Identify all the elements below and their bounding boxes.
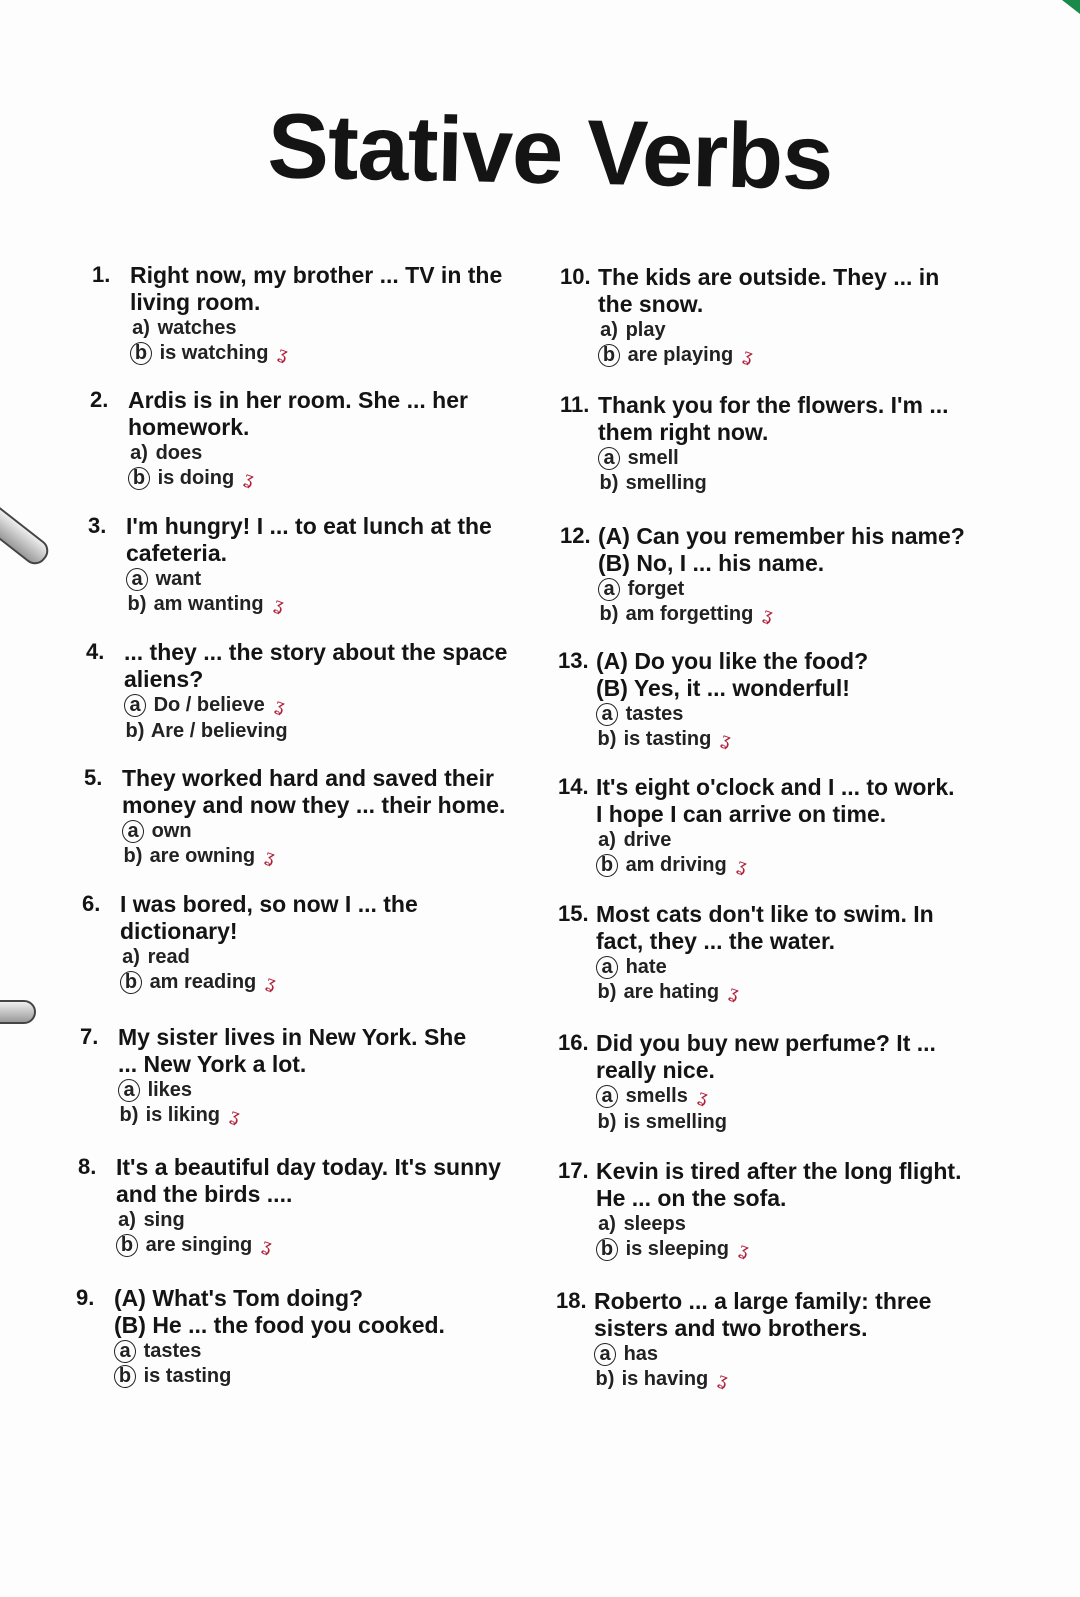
answer-option[interactable] xyxy=(126,567,528,592)
option-text: is doing xyxy=(157,467,235,489)
circled-option-letter: b xyxy=(596,854,618,877)
option-letter: b) xyxy=(595,1368,615,1390)
handwritten-check-mark: ʓ xyxy=(694,1086,711,1109)
answer-option[interactable] xyxy=(596,1084,998,1110)
option-letter: a) xyxy=(122,946,140,968)
question-text: and the birds .... xyxy=(116,1181,293,1207)
option-text: want xyxy=(155,568,202,590)
question-text: dictionary! xyxy=(120,918,238,944)
option-text: tastes xyxy=(143,1340,202,1362)
option-text: sing xyxy=(143,1209,185,1231)
answer-option[interactable] xyxy=(598,343,1000,369)
question-item xyxy=(558,648,998,753)
question-text: living room. xyxy=(130,289,261,315)
answer-option[interactable] xyxy=(114,1364,516,1389)
question-text: (A) Do you like the food? xyxy=(596,648,869,674)
option-text: does xyxy=(155,442,203,464)
option-text: is smelling xyxy=(623,1111,727,1133)
question-item xyxy=(558,1158,998,1263)
question-number: 2. xyxy=(90,387,109,412)
option-letter: a) xyxy=(132,317,150,339)
answer-option[interactable] xyxy=(128,441,530,466)
question-item xyxy=(90,387,530,492)
question-item xyxy=(82,891,522,996)
question-text: (B) Yes, it ... wonderful! xyxy=(596,675,850,701)
option-letter: b) xyxy=(127,593,147,615)
question-number: 14. xyxy=(558,774,589,799)
question-item xyxy=(560,523,1000,628)
option-text: am wanting xyxy=(153,593,264,615)
answer-option[interactable] xyxy=(596,1110,998,1135)
question-text: really nice. xyxy=(596,1057,715,1083)
option-text: are hating xyxy=(623,981,720,1003)
question-number: 3. xyxy=(88,513,107,538)
option-letter: a) xyxy=(130,442,148,464)
circled-option-letter: a xyxy=(124,694,146,717)
question-number: 17. xyxy=(558,1158,589,1183)
question-text: They worked hard and saved their xyxy=(122,765,494,791)
question-text: (A) Can you remember his name? xyxy=(598,523,965,549)
answer-option[interactable] xyxy=(124,693,526,719)
question-item xyxy=(558,1030,998,1135)
circled-option-letter: a xyxy=(126,568,148,591)
option-text: am driving xyxy=(625,854,727,876)
question-item xyxy=(78,1154,518,1259)
handwritten-check-mark: ʓ xyxy=(718,729,735,752)
option-text: are playing xyxy=(627,344,734,366)
circled-option-letter: a xyxy=(122,820,144,843)
answer-option[interactable] xyxy=(596,727,998,753)
circled-option-letter: a xyxy=(118,1079,140,1102)
option-text: Do / believe xyxy=(153,694,265,716)
handwritten-check-mark: ʓ xyxy=(227,1105,243,1128)
handwritten-check-mark: ʓ xyxy=(760,604,777,627)
circled-option-letter: a xyxy=(114,1340,136,1363)
question-number: 1. xyxy=(92,262,111,287)
option-text: is liking xyxy=(145,1104,221,1126)
option-text: drive xyxy=(623,829,672,851)
answer-option[interactable] xyxy=(116,1208,518,1233)
question-number: 4. xyxy=(86,639,105,664)
answer-option[interactable] xyxy=(598,602,1000,628)
question-text: Roberto ... a large family: three xyxy=(594,1288,932,1314)
question-text: It's eight o'clock and I ... to work. xyxy=(596,774,955,800)
option-text: smelling xyxy=(625,472,707,494)
question-text: I hope I can arrive on time. xyxy=(596,801,887,827)
option-text: hate xyxy=(625,956,667,978)
handwritten-check-mark: ʓ xyxy=(735,1239,752,1262)
answer-option[interactable] xyxy=(596,828,998,853)
option-letter: b) xyxy=(599,603,619,625)
circled-option-letter: a xyxy=(596,1085,618,1108)
question-item xyxy=(560,264,1000,369)
answer-option[interactable] xyxy=(596,955,998,980)
question-item xyxy=(80,1024,520,1129)
answer-option[interactable] xyxy=(596,1237,998,1263)
question-text: Thank you for the flowers. I'm ... xyxy=(598,392,949,418)
question-item xyxy=(92,262,532,367)
option-text: am forgetting xyxy=(625,603,754,625)
question-text: fact, they ... the water. xyxy=(596,928,836,954)
handwritten-check-mark: ʓ xyxy=(715,1369,732,1392)
answer-option[interactable] xyxy=(126,592,528,618)
question-text: Ardis is in her room. She ... her xyxy=(128,387,468,413)
answer-option[interactable] xyxy=(116,1233,518,1259)
question-text: (B) No, I ... his name. xyxy=(598,550,825,576)
question-text: cafeteria. xyxy=(126,540,228,566)
question-number: 18. xyxy=(556,1288,587,1313)
answer-option[interactable] xyxy=(596,980,998,1006)
question-text: The kids are outside. They ... in xyxy=(598,264,940,290)
question-number: 10. xyxy=(560,264,591,289)
question-text: the snow. xyxy=(598,291,704,317)
question-item xyxy=(88,513,528,618)
answer-option[interactable] xyxy=(596,702,998,727)
option-text: is tasting xyxy=(623,728,712,750)
question-number: 16. xyxy=(558,1030,589,1055)
handwritten-check-mark: ʓ xyxy=(263,972,280,995)
question-text: It's a beautiful day today. It's sunny xyxy=(116,1154,501,1180)
handwritten-check-mark: ʓ xyxy=(740,345,757,368)
green-corner-decoration xyxy=(1062,0,1080,14)
handwritten-check-mark: ʓ xyxy=(241,468,258,491)
answer-option[interactable] xyxy=(130,316,532,341)
answer-option[interactable] xyxy=(596,1212,998,1237)
question-text: Right now, my brother ... TV in the xyxy=(130,262,503,288)
question-text: ... New York a lot. xyxy=(118,1051,307,1077)
question-text: (B) He ... the food you cooked. xyxy=(114,1312,445,1338)
handwritten-check-mark: ʓ xyxy=(733,855,750,878)
option-letter: b) xyxy=(597,981,617,1003)
option-text: has xyxy=(623,1343,659,1365)
option-text: is watching xyxy=(159,342,269,364)
binder-ring xyxy=(0,1000,36,1024)
question-text: Did you buy new perfume? It ... xyxy=(596,1030,936,1056)
option-text: tastes xyxy=(625,703,684,725)
answer-option[interactable] xyxy=(120,970,522,996)
option-text: play xyxy=(625,319,666,341)
option-text: smell xyxy=(627,447,679,469)
question-number: 12. xyxy=(560,523,591,548)
option-text: are singing xyxy=(145,1234,253,1256)
circled-option-letter: a xyxy=(596,703,618,726)
option-letter: a) xyxy=(598,829,616,851)
question-text: aliens? xyxy=(124,666,204,692)
question-number: 7. xyxy=(80,1024,99,1049)
option-text: forget xyxy=(627,578,685,600)
option-text: own xyxy=(151,820,192,842)
question-item xyxy=(558,901,998,1006)
question-text: ... they ... the story about the space xyxy=(124,639,508,665)
question-text: Most cats don't like to swim. In xyxy=(596,901,934,927)
binder-ring xyxy=(0,497,53,569)
answer-option[interactable] xyxy=(594,1367,996,1393)
question-item xyxy=(560,392,1000,496)
question-text: He ... on the sofa. xyxy=(596,1185,787,1211)
option-text: Are / believing xyxy=(150,720,288,742)
option-text: is sleeping xyxy=(625,1238,729,1260)
answer-option[interactable] xyxy=(128,466,530,492)
option-letter: b) xyxy=(597,1111,617,1133)
question-text: them right now. xyxy=(598,419,769,445)
question-number: 11. xyxy=(560,392,590,417)
option-text: sleeps xyxy=(623,1213,686,1235)
answer-option[interactable] xyxy=(122,844,524,870)
option-letter: a) xyxy=(118,1209,136,1231)
circled-option-letter: b xyxy=(120,971,142,994)
option-letter: b) xyxy=(125,720,145,742)
circled-option-letter: b xyxy=(128,467,150,490)
answer-option[interactable] xyxy=(598,577,1000,602)
question-item xyxy=(558,774,998,879)
answer-option[interactable] xyxy=(122,819,524,844)
question-text: Kevin is tired after the long flight. xyxy=(596,1158,962,1184)
circled-option-letter: b xyxy=(114,1365,136,1388)
option-letter: b) xyxy=(119,1104,139,1126)
option-text: read xyxy=(147,946,190,968)
circled-option-letter: b xyxy=(116,1234,138,1257)
question-text: I was bored, so now I ... the xyxy=(120,891,418,917)
circled-option-letter: b xyxy=(596,1238,618,1261)
answer-option[interactable] xyxy=(118,1078,520,1103)
answer-option[interactable] xyxy=(118,1103,520,1129)
circled-option-letter: b xyxy=(598,344,620,367)
question-text: My sister lives in New York. She xyxy=(118,1024,467,1050)
option-letter: b) xyxy=(599,472,619,494)
question-text: (A) What's Tom doing? xyxy=(114,1285,364,1311)
handwritten-check-mark: ʓ xyxy=(259,1235,276,1258)
option-letter: b) xyxy=(597,728,617,750)
handwritten-check-mark: ʓ xyxy=(270,594,287,617)
question-text: sisters and two brothers. xyxy=(594,1315,868,1341)
question-item xyxy=(86,639,526,744)
option-text: is having xyxy=(621,1368,709,1390)
page-title: Stative Verbs xyxy=(266,95,834,209)
answer-option[interactable] xyxy=(124,719,526,744)
question-number: 15. xyxy=(558,901,589,926)
option-text: are owning xyxy=(149,845,256,867)
option-text: likes xyxy=(147,1079,193,1101)
question-number: 9. xyxy=(76,1285,95,1310)
question-item xyxy=(556,1288,996,1393)
circled-option-letter: a xyxy=(596,956,618,979)
answer-option[interactable] xyxy=(130,341,532,367)
option-text: am reading xyxy=(149,971,257,993)
question-number: 8. xyxy=(78,1154,97,1179)
answer-option[interactable] xyxy=(598,446,1000,471)
answer-option[interactable] xyxy=(596,853,998,879)
circled-option-letter: a xyxy=(594,1343,616,1366)
option-letter: a) xyxy=(600,319,618,341)
answer-option[interactable] xyxy=(120,945,522,970)
question-number: 5. xyxy=(84,765,103,790)
handwritten-check-mark: ʓ xyxy=(262,846,278,869)
question-number: 6. xyxy=(82,891,101,916)
question-text: homework. xyxy=(128,414,250,440)
handwritten-check-mark: ʓ xyxy=(271,695,288,718)
circled-option-letter: a xyxy=(598,578,620,601)
handwritten-check-mark: ʓ xyxy=(726,982,742,1005)
question-text: I'm hungry! I ... to eat lunch at the xyxy=(126,513,492,539)
option-letter: b) xyxy=(123,845,143,867)
answer-option[interactable] xyxy=(594,1342,996,1367)
answer-option[interactable] xyxy=(598,318,1000,343)
option-text: smells xyxy=(625,1085,688,1107)
question-text: money and now they ... their home. xyxy=(122,792,506,818)
option-text: is tasting xyxy=(143,1365,232,1387)
handwritten-check-mark: ʓ xyxy=(275,343,292,366)
question-item xyxy=(84,765,524,870)
question-number: 13. xyxy=(558,648,589,673)
circled-option-letter: b xyxy=(130,342,152,365)
question-item xyxy=(76,1285,516,1389)
option-letter: a) xyxy=(598,1213,616,1235)
option-text: watches xyxy=(157,317,237,339)
circled-option-letter: a xyxy=(598,447,620,470)
answer-option[interactable] xyxy=(598,471,1000,496)
answer-option[interactable] xyxy=(114,1339,516,1364)
